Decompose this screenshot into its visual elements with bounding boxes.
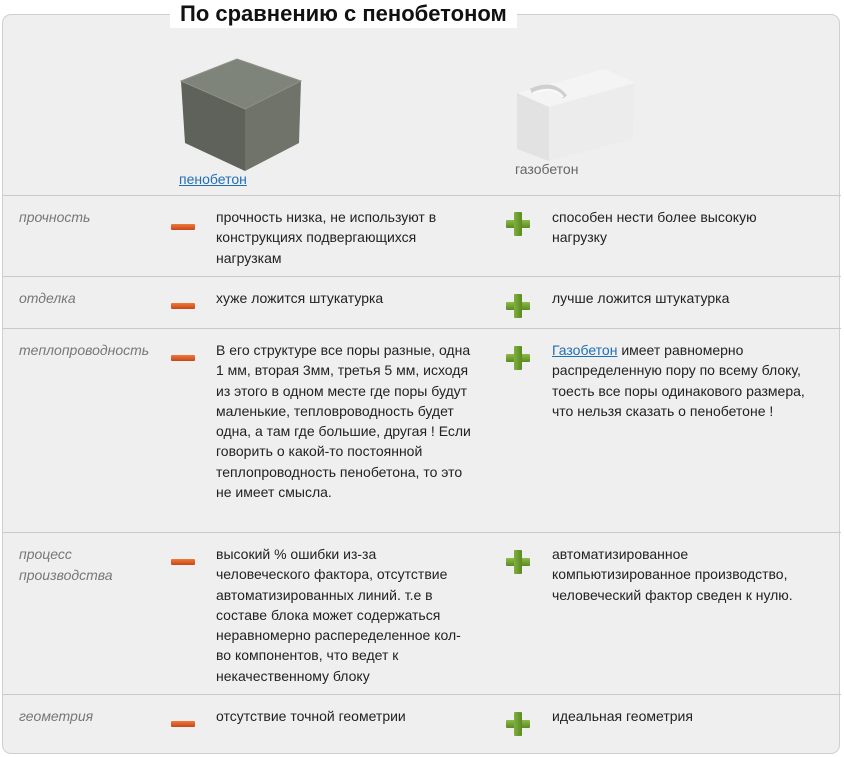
row-label: теплопроводность (19, 342, 150, 358)
plus-icon (506, 346, 530, 370)
comparison-row (3, 195, 841, 276)
plus-icon (506, 212, 530, 236)
comparison-row (3, 328, 841, 532)
aerated-concrete-link[interactable]: Газобетон (552, 342, 618, 358)
minus-icon (171, 721, 195, 727)
aerated-concrete-label: газобетон (515, 161, 579, 177)
plus-icon (506, 550, 530, 574)
aerated-description: лучше ложится штукатурка (552, 290, 730, 306)
row-label: прочность (19, 209, 91, 225)
page-title: По сравнению с пенобетоном (170, 0, 517, 28)
comparison-row (3, 276, 841, 328)
comparison-row (3, 694, 841, 753)
comparison-panel (2, 14, 840, 754)
comparison-row (3, 532, 841, 694)
plus-icon (506, 712, 530, 736)
aerated-description-text: имеет равномерно распределенную пору по всему блоку, тоесть все поры одинакового размера, что нельзя сказать о пенобетоне ! (552, 342, 805, 419)
foam-concrete-link[interactable]: пенобетон (179, 171, 247, 187)
row-label: процесс производства (19, 546, 113, 583)
minus-icon (171, 303, 195, 309)
foam-description: отсутствие точной геометрии (216, 708, 406, 724)
aerated-concrete-block-image (513, 63, 638, 163)
aerated-description: способен нести более высокую нагрузку (552, 209, 757, 246)
minus-icon (171, 224, 195, 230)
foam-description: высокий % ошибки из-за человеческого фактора, отсутствие автоматизированных линий. т.е в составе блока может содержаться неравномерно распеределенное кол-во компонентов, что ведет к некачественному блоку (216, 546, 461, 684)
foam-description: хуже ложится штукатурка (216, 290, 384, 306)
aerated-description: автоматизированное компьютизированное производство, человеческий фактор сведен к нулю. (552, 546, 793, 603)
foam-concrete-block-image (179, 51, 309, 176)
plus-icon (506, 294, 530, 318)
minus-icon (171, 355, 195, 361)
aerated-description (552, 340, 812, 421)
row-label: геометрия (19, 708, 94, 724)
foam-description: прочность низка, не используют в конструкциях подвергающихся нагрузкам (216, 209, 437, 266)
minus-icon (171, 559, 195, 565)
aerated-description: идеальная геометрия (552, 708, 693, 724)
row-label: отделка (19, 290, 76, 306)
foam-description: В его структуре все поры разные, одна 1 мм, вторая 3мм, третья 5 мм, исходя из этого в одном месте где поры будут маленькие, тепловроводность будет одна, а там где большие, другая ! Если говорить о какой-то постоянной теплопроводность пенобетона, то это не имеет смысла. (216, 342, 471, 501)
